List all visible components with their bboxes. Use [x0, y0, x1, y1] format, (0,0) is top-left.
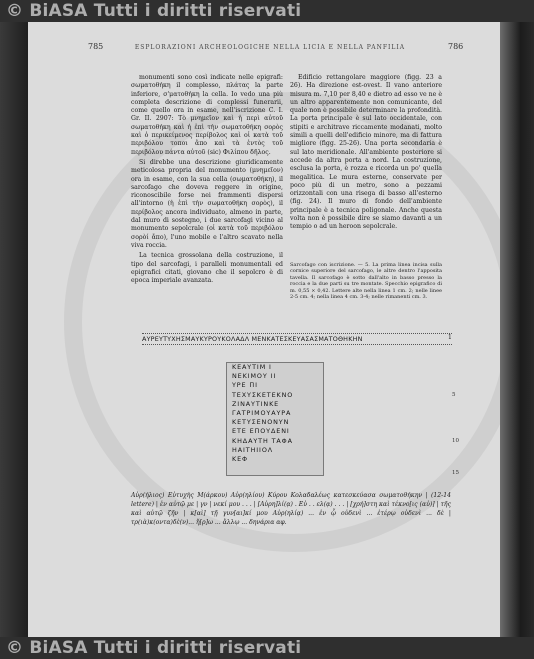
running-title: ESPLORAZIONI ARCHEOLOGICHE NELLA LICIA E NELLA PANFILIA — [134, 44, 406, 51]
line-number: 5 — [452, 392, 456, 398]
watermark-top: © BiASA Tutti i diritti riservati — [6, 1, 302, 21]
inscription-line: ΥΡΕ ΠΙ — [232, 381, 258, 390]
inscription-line: ΚΕΦ — [232, 455, 248, 464]
paragraph: Edificio rettangolare maggiore (figg. 23 a 26). Ha direzione est-ovest. Il vano anteriore misura m. 7,10 per 8,40 e dietro ad esso ve ne è un altro apparentemente non comunicante, del quale non è possibile determinare la profondità. La porta principale è sul lato occidentale, con stipiti e architrave riccamente modanati, molto simili a quelli dell'edificio minore, ma di fattura migliore (figg. 25-26). Una porta secondaria è sul lato meridionale. All'ambiente posteriore si accede da altra porta a nord. La costruzione, esclusa la porta, è rozza e ricorda un po' quella megalitica. Le mura esterne, conservate per poco più di un metro, sono a pezzami orizzontali con una risega di basso all'esterno (fig. 24). Il muro di fondo dell'ambiente principale è a tecnica poligonale. Anche questa volta non è possibile dire se siamo davanti a un tempio o ad un heroon sepolcrale. — [290, 74, 442, 231]
scan-left-edge — [0, 22, 28, 637]
line-number: 15 — [452, 470, 459, 476]
text-column-right — [290, 74, 442, 234]
inscription-panel — [226, 362, 324, 476]
line-number: 10 — [452, 438, 459, 444]
page-number-left: 785 — [88, 42, 104, 51]
inscription-line: ΚΕΤΥΣΕΝΟΝΥΝ — [232, 418, 290, 427]
paragraph: Si direbbe una descrizione giuridicamente meticolosa propria del monumento (μνημεῖον) ora in esame, con la sua cella (σωματοθήκη), il sarcofago che doveva reggere in origine, riconoscibile forse nei frammenti dispersi all'intorno (ἡ ἐπὶ τὴν σωματοθήκη σορὸς), il περίβολος ancora individuato, almeno in parte, dal muro di sostegno, i due sarcofagi vicino al monumento sepolcrale (οἱ κατὰ τοῦ περιβόλου σορὸί ἄπο), l'uno mobile e l'altro scavato nella viva roccia. — [131, 158, 283, 249]
line-number: 1 — [448, 334, 452, 341]
figure-caption: Sarcofago con iscrizione. — 5. La prima linea incisa sulla cornice superiore del sarcofago, le altre dentro l'apposita tavella. Il sarcofago è sotto dall'alto in basso presso la roccia e la due parti su tre montate. Specchio epigrafico di m. 0,55 × 0,42. Lettere alte nella linea 1 cm. 2; nelle linee 2-5 cm. 4; nella linea 4 cm. 3-4; nelle rimanenti cm. 3. — [290, 262, 442, 301]
text-column-left — [131, 74, 283, 287]
inscription-line: ΝΕΚΙΜΟΥ ΙΙ — [232, 372, 277, 381]
inscription-transcription: Αὐρ(ήλιος) Εὐτυχὴς Μ(άρκου) Αὐρ(ηλίου) Κύρου Κολαδαλέως κατεσκεύασα σωματοθήκην | (12-14 lettere) | ἐν αὐτῷ με | γν | νεκί μου . . . | [Αὐρη]λί(ᾳ) . Εὐ . . ελ(ᾳ) . . . | [χρή]στη καὶ τέκνο[ις (αὐ)] | τῆς καὶ αὐτῷ ζῆν | κ[αὶ] τῇ γυν[αι]κί μου Αὐρ(ηλίᾳ) ... ἐν ᾧ οὐδενὶ ... ἐτέρῳ οὐδενὶ ... δὲ | τρ(ιὰ)κ(οντα)δὲ(ν)... ἤ[ρ]ω ... ἄλλῳ ... δηνάρια αφ. — [131, 492, 451, 526]
inscription-frieze: ΑΥΡΕΥΤΥΧΗΣΜΑΥΚΥΡΟΥΚΟΛΑΔΛ ΜΕΝΚΑΤΕΣΚΕΥΑΣΑΣΜΑΤΟΘΗΚΗΝ — [142, 333, 452, 345]
watermark-bottom: © BiASA Tutti i diritti riservati — [6, 638, 302, 658]
inscription-line: ΓΑΤΡΙΜΟΥΑΥΡΑ — [232, 409, 292, 418]
paragraph: La tecnica grossolana della costruzione, il tipo del sarcofagi, i paralleli monumentali ed epigrafici citati, giovano che il sepolcro è di epoca imperiale avanzata. — [131, 252, 283, 285]
inscription-line: ΕΤΕ ΕΠΟΥΔΕΝΙ — [232, 427, 290, 436]
inscription-line: ΗΑΙΤΗΙΙΟΛ — [232, 445, 274, 454]
inscription-line: ΖΙΝΑΥΤΙΝΚΕ — [232, 399, 280, 408]
scan-right-edge — [500, 22, 534, 637]
page-number-right: 786 — [448, 42, 464, 51]
inscription-line: ΚΗΔΑΥΤΗ ΤΑΦΑ — [232, 436, 293, 445]
inscription-line: ΤΕΧΥΣΚΕΤΕΚΝΟ — [232, 390, 294, 399]
inscription-line: ΚΕΑΥΤΙΜ Ι — [232, 363, 272, 371]
paragraph: monumenti sono così indicate nelle epigrafi: σωματοθήκη il complesso, πλάτας la parte inferiore, σ'ματοθήκη la cella. Io vedo una più completa descrizione di complessi funerarii, come quello ora in esame, nell'iscrizione C. I. Gr. II. 2907: Τὸ μνημεῖον καὶ ἡ περὶ αὐτοῦ σωματοθήκη καὶ ἡ ἐπὶ τὴν σωματοθήκη σορὸς καὶ ὁ περικείμενος περίβολος καὶ οἱ κατὰ τοῦ περιβόλου τοποι ἄπο καὶ τὰ ἐντὸς τοῦ περιβόλου πάντα αὐτοῦ (sic) Φιλίπου δῆλος. — [131, 74, 283, 156]
